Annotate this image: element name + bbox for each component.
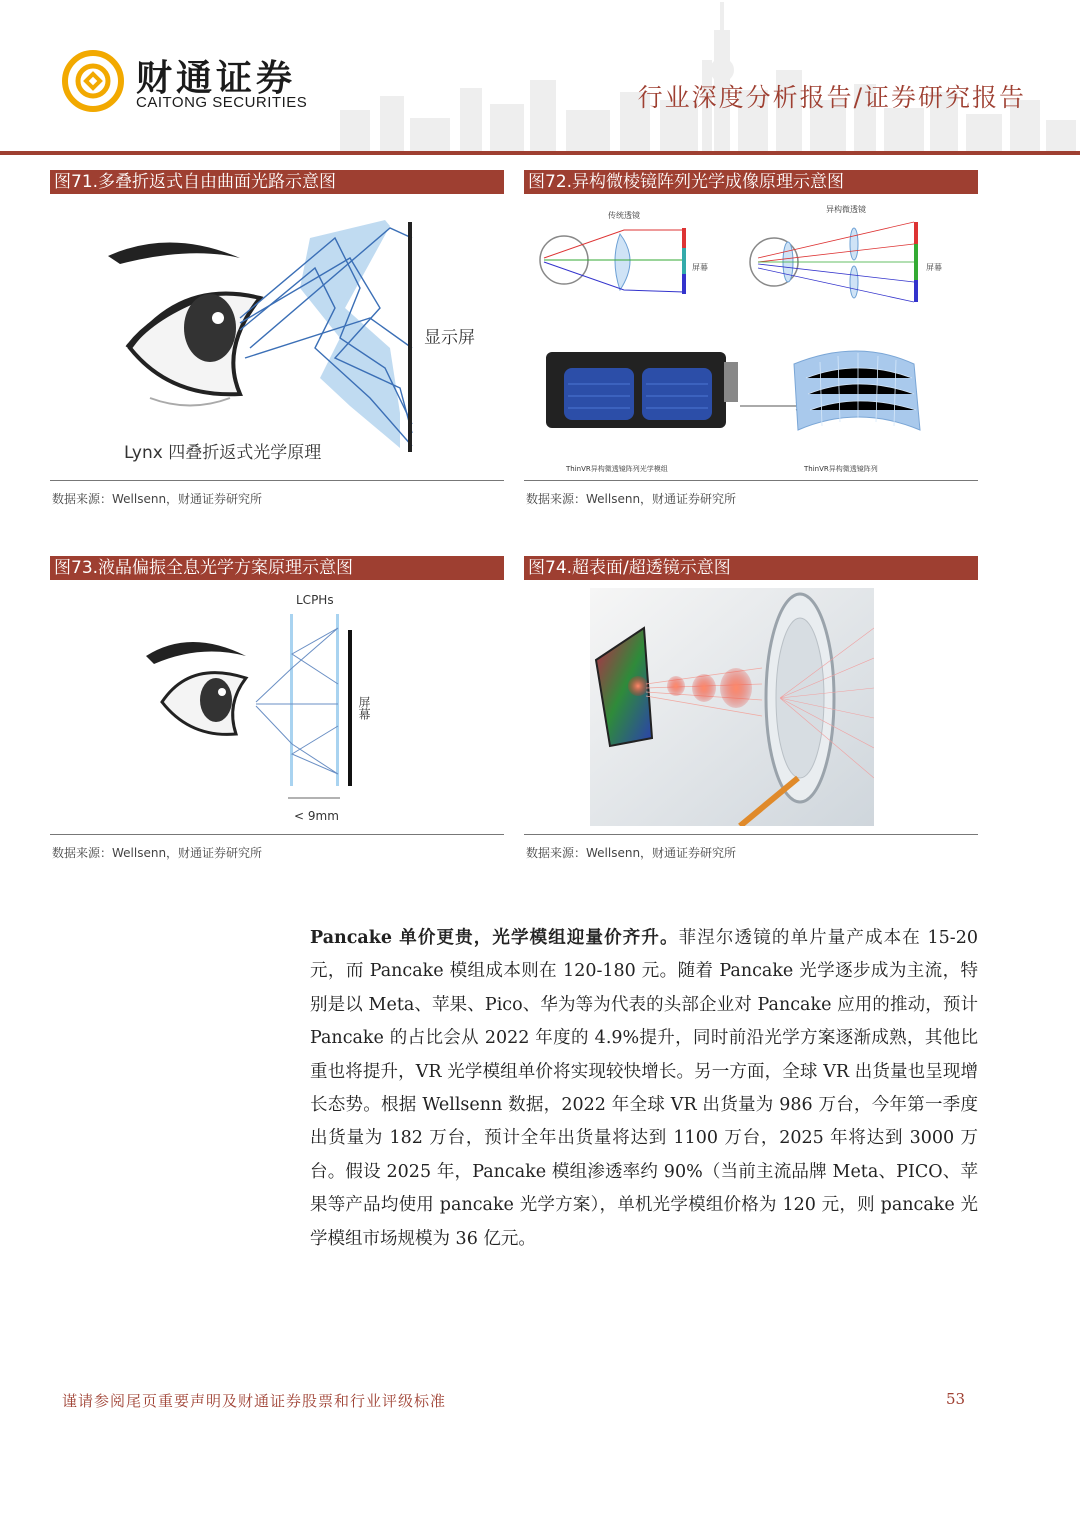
page-header [0, 0, 1080, 156]
figure-73-screen-label: 屏幕 [357, 696, 371, 720]
figure-72-screen-left-label: 屏幕 [692, 263, 708, 272]
report-type: 行业深度分析报告/证券研究报告 [637, 83, 1026, 112]
figure-73-lcph-label: LCPHs [296, 593, 334, 607]
company-name-en: CAITONG SECURITIES [136, 94, 308, 111]
figure-74-source: 数据来源：Wellsenn，财通证券研究所 [526, 846, 737, 860]
body-text: 菲涅尔透镜的单片量产成本在 15-20 元，而 Pancake 模组成本则在 120-180 元。随着 Pancake 光学逐步成为主流，特别是以 Meta、苹果、Pico、华为等为代表的头部企业对 Pancake 应用的推动，预计 Pancake 的占比会从 2022 年度的 4.9%提升，同时前沿光学方案逐渐成熟，其他比重也将提升，VR 光学模组单价将实现较快增长。另一方面，全球 VR 出货量也呈现增长态势。根据 Wellsenn 数据，2022 年全球 VR 出货量为 986 万台，今年第一季度出货量为 182 万台，预计全年出货量将达到 1100 万台，2025 年将达到 3000 万台。假设 2025 年，Pancake 模组渗透率约 90%（当前主流品牌 Meta、PICO、苹果等产品均使用 pancake 光学方案），单机光学模组价格为 120 元，则 pancake 光学模组市场规模为 36 亿元。 [310, 928, 978, 1249]
figure-72-microlens-label: 异构微透镜 [826, 205, 866, 214]
figure-72-array-caption: ThinVR异构微透镜阵列 [804, 465, 878, 473]
figure-71-optical-path-diagram [50, 198, 504, 480]
body-lead-sentence: Pancake 单价更贵，光学模组迎量价齐升。 [310, 928, 679, 948]
company-name-cn: 财通证券 [136, 58, 297, 99]
figure-71-source: 数据来源：Wellsenn，财通证券研究所 [52, 492, 263, 506]
figure-72-traditional-lens-label: 传统透镜 [608, 211, 640, 220]
page-number: 53 [946, 1390, 966, 1408]
figure-73-bottom-rule [50, 834, 504, 835]
figure-71-caption: Lynx 四叠折返式光学原理 [124, 443, 322, 463]
figure-71-screen-label: 显示屏 [424, 328, 475, 348]
figure-74-title: 图74.超表面/超透镜示意图 [524, 556, 978, 580]
header-divider [0, 151, 1080, 155]
figure-74-bottom-rule [524, 834, 978, 835]
body-paragraph [310, 922, 978, 1256]
figure-71-bottom-rule [50, 480, 504, 481]
caitong-logo-icon [62, 50, 124, 112]
figure-72-source: 数据来源：Wellsenn，财通证券研究所 [526, 492, 737, 506]
figure-73-title: 图73.液晶偏振全息光学方案原理示意图 [50, 556, 504, 580]
figure-72-microlens-diagram [524, 198, 978, 480]
city-skyline-watermark [330, 0, 1080, 152]
figure-73-width-label: < 9mm [294, 809, 339, 823]
figure-72-bottom-rule [524, 480, 978, 481]
figure-72-title: 图72.异构微棱镜阵列光学成像原理示意图 [524, 170, 978, 194]
figure-73-source: 数据来源：Wellsenn，财通证券研究所 [52, 846, 263, 860]
footer-disclaimer: 谨请参阅尾页重要声明及财通证券股票和行业评级标准 [62, 1392, 447, 1410]
figure-72-screen-right-label: 屏幕 [926, 263, 942, 272]
figure-72-module-caption: ThinVR异构微透镜阵列光学模组 [566, 465, 668, 473]
figure-74-metasurface-image [590, 588, 874, 826]
figure-73-lcph-diagram [50, 584, 504, 834]
figure-71-title: 图71.多叠折返式自由曲面光路示意图 [50, 170, 504, 194]
